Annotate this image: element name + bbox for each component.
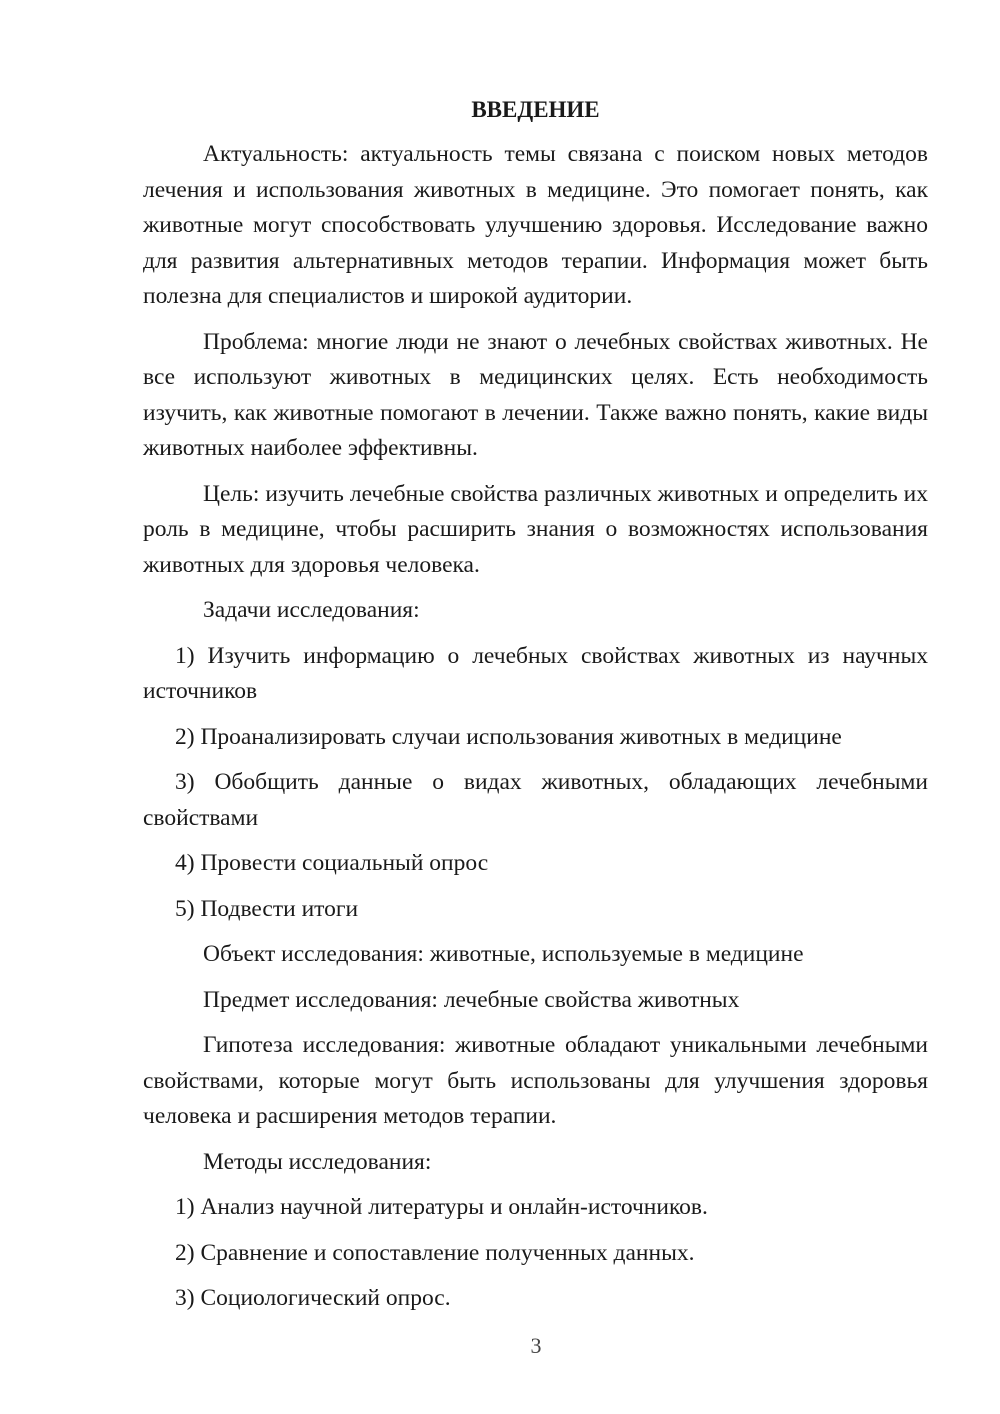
task-item-1: 1) Изучить информацию о лечебных свойствах животных из научных источников: [143, 642, 928, 704]
page-number: 3: [530, 1333, 542, 1358]
problem-paragraph: Проблема: многие люди не знают о лечебных свойствах животных. Не все используют животных в медицинских целях. Есть необходимость изучить, как животные помогают в лечении. Также важно понять, какие виды животных наиболее эффективны.: [143, 328, 928, 461]
tasks-heading: Задачи исследования:: [203, 597, 420, 623]
task-item-2: 2) Проанализировать случаи использования животных в медицине: [175, 723, 842, 750]
hypothesis-paragraph: Гипотеза исследования: животные обладают уникальными лечебными свойствами, которые могут быть использованы для улучшения здоровья человека и расширения методов терапии.: [143, 1032, 928, 1129]
task-item-5: 5) Подвести итоги: [175, 895, 359, 922]
object-paragraph: Объект исследования: животные, используемые в медицине: [203, 941, 804, 967]
method-item-1: 1) Анализ научной литературы и онлайн-источников.: [175, 1194, 708, 1220]
method-item-3: 3) Социологический опрос.: [175, 1285, 451, 1311]
methods-heading: Методы исследования:: [203, 1148, 432, 1175]
task-item-4: 4) Провести социальный опрос: [175, 850, 489, 876]
page-content: [143, 92, 928, 1327]
task-item-3: 3) Обобщить данные о видах животных, обладающих лечебными свойствами: [143, 769, 928, 831]
method-item-2: 2) Сравнение и сопоставление полученных данных.: [175, 1239, 695, 1266]
goal-paragraph: Цель: изучить лечебные свойства различных животных и определить их роль в медицине, чтобы расширить знания о возможностях использования животных для здоровья человека.: [143, 480, 928, 578]
section-title: ВВЕДЕНИЕ: [471, 97, 600, 122]
relevance-paragraph: Актуальность: актуальность темы связана с поиском новых методов лечения и использования животных в медицине. Это помогает понять, как животные могут способствовать улучшению здоровья. Исследование важно для развития альтернативных методов терапии. Информация может быть полезна для специалистов и широкой аудитории.: [143, 141, 928, 309]
subject-paragraph: Предмет исследования: лечебные свойства животных: [203, 986, 740, 1013]
